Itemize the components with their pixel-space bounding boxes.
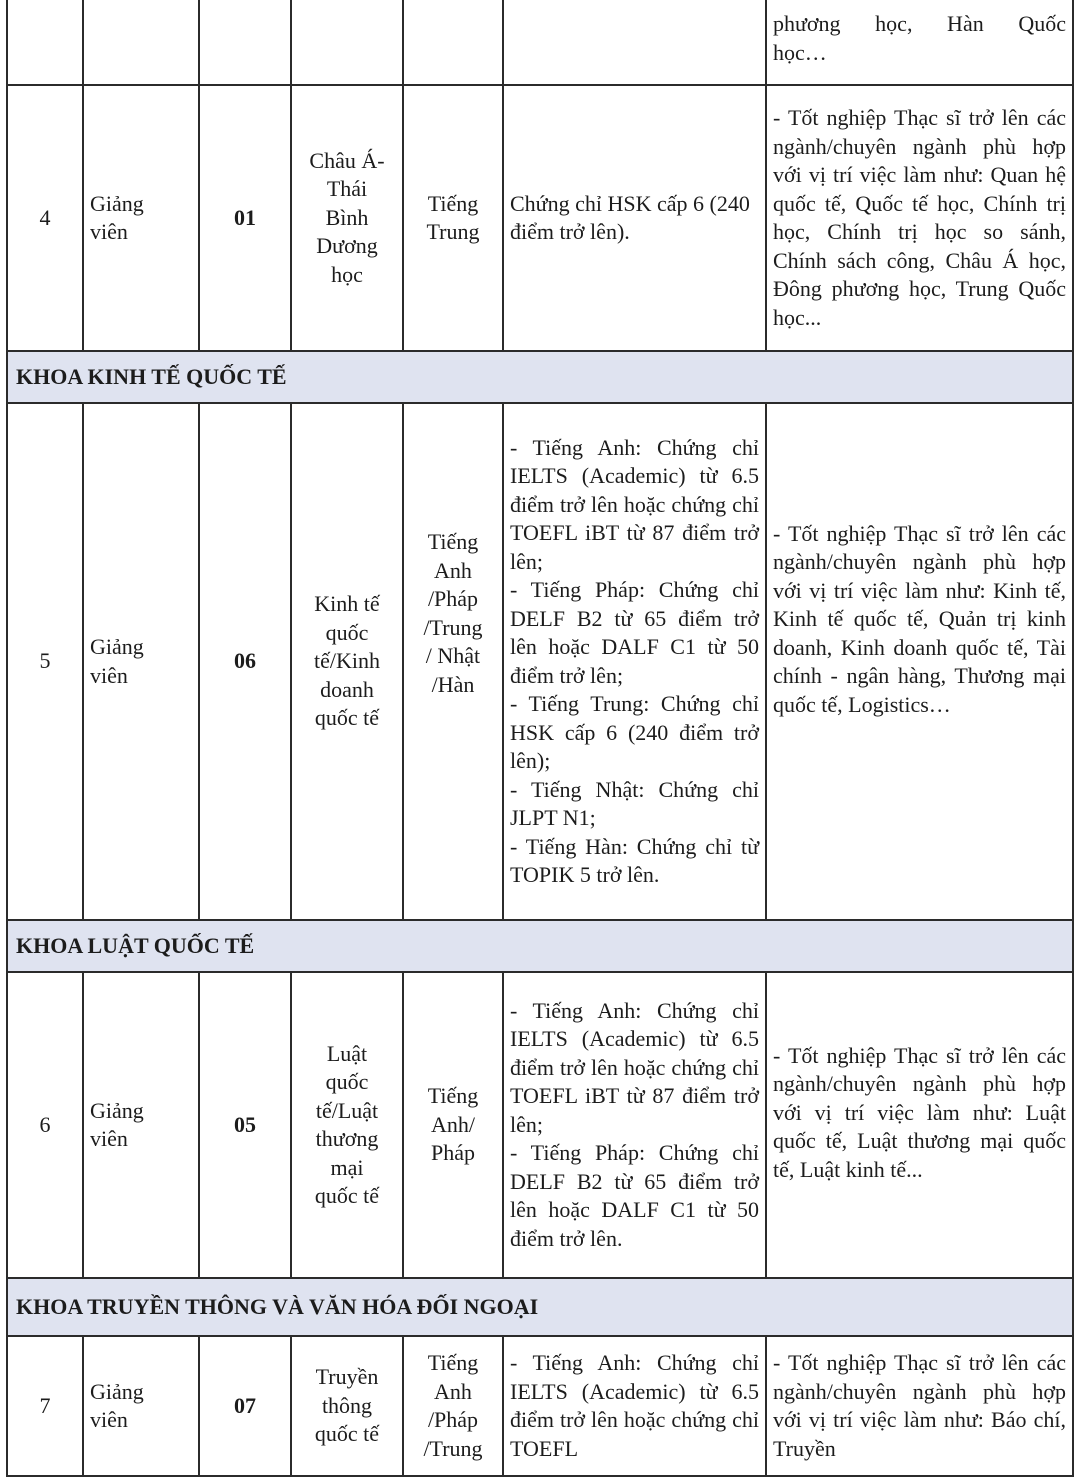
position-cell: Giảng viên — [83, 1336, 199, 1476]
section-header — [7, 351, 1073, 403]
certificate-cell: - Tiếng Anh: Chứng chỉ IELTS (Academic) từ 6.5 điểm trở lên hoặc chứng chỉ TOEFL iBT từ 87 điểm trở lên; - Tiếng Pháp: Chứng chỉ DELF B2 từ 65 điểm trở lên hoặc DALF C1 từ 50 điểm trở lên; - Tiếng Trung: Chứng chỉ HSK cấp 6 (240 điểm trở lên); - Tiếng Nhật: Chứng chỉ JLPT N1; - Tiếng Hàn: Chứng chỉ từ TOPIK 5 trở lên. — [503, 403, 766, 920]
table-row — [7, 972, 1073, 1278]
section-header — [7, 1278, 1073, 1336]
language-cell: Tiếng Anh /Pháp /Trung — [403, 1336, 503, 1476]
language-cell: Tiếng Trung — [403, 85, 503, 351]
quantity-cell: 06 — [199, 403, 291, 920]
requirements-cell: - Tốt nghiệp Thạc sĩ trở lên các ngành/chuyên ngành phù hợp với vị trí việc làm như: Luật quốc tế, Luật thương mại quốc tế, Luật kinh tế... — [766, 972, 1073, 1278]
quantity-cell: 07 — [199, 1336, 291, 1476]
requirements-cell: - Tốt nghiệp Thạc sĩ trở lên các ngành/chuyên ngành phù hợp với vị trí việc làm như: Kinh tế, Kinh tế quốc tế, Quản trị kinh doanh, Kinh doanh quốc tế, Tài chính - ngân hàng, Thương mại quốc tế, Logistics… — [766, 403, 1073, 920]
requirements-cell: - Tốt nghiệp Thạc sĩ trở lên các ngành/chuyên ngành phù hợp với vị trí việc làm như: Quan hệ quốc tế, Quốc tế học, Chính trị học, Chính trị học so sánh, Chính sách công, Châu Á học, Đông phương học, Trung Quốc học... — [766, 85, 1073, 351]
table-row — [7, 1336, 1073, 1476]
position-cell: Giảng viên — [83, 972, 199, 1278]
section-title: KHOA TRUYỀN THÔNG VÀ VĂN HÓA ĐỐI NGOẠI — [7, 1278, 1073, 1336]
field-cell: Truyền thông quốc tế — [291, 1336, 403, 1476]
section-title: KHOA LUẬT QUỐC TẾ — [7, 920, 1073, 972]
section-title: KHOA KINH TẾ QUỐC TẾ — [7, 351, 1073, 403]
row-number: 7 — [7, 1336, 83, 1476]
certificate-cell: Chứng chỉ HSK cấp 6 (240 điểm trở lên). — [503, 85, 766, 351]
certificate-cell: - Tiếng Anh: Chứng chỉ IELTS (Academic) từ 6.5 điểm trở lên hoặc chứng chỉ TOEFL — [503, 1336, 766, 1476]
table-row — [7, 403, 1073, 920]
certificate-cell: - Tiếng Anh: Chứng chỉ IELTS (Academic) từ 6.5 điểm trở lên hoặc chứng chỉ TOEFL iBT từ 87 điểm trở lên; - Tiếng Pháp: Chứng chỉ DELF B2 từ 65 điểm trở lên hoặc DALF C1 từ 50 điểm trở lên. — [503, 972, 766, 1278]
section-header — [7, 920, 1073, 972]
quantity-cell: 05 — [199, 972, 291, 1278]
field-cell: Kinh tế quốc tế/Kinh doanh quốc tế — [291, 403, 403, 920]
row-number: 5 — [7, 403, 83, 920]
language-cell: Tiếng Anh/ Pháp — [403, 972, 503, 1278]
requirements-cell: phương học, Hàn Quốc học… — [766, 0, 1073, 85]
field-cell: Châu Á- Thái Bình Dương học — [291, 85, 403, 351]
quantity-cell: 01 — [199, 85, 291, 351]
table-row — [7, 85, 1073, 351]
position-cell: Giảng viên — [83, 85, 199, 351]
table-row-partial — [7, 0, 1073, 85]
row-number: 6 — [7, 972, 83, 1278]
requirements-cell: - Tốt nghiệp Thạc sĩ trở lên các ngành/chuyên ngành phù hợp với vị trí việc làm như: Báo chí, Truyền — [766, 1336, 1073, 1476]
language-cell: Tiếng Anh /Pháp /Trung / Nhật /Hàn — [403, 403, 503, 920]
row-number: 4 — [7, 85, 83, 351]
position-cell: Giảng viên — [83, 403, 199, 920]
recruitment-table — [6, 0, 1074, 1477]
field-cell: Luật quốc tế/Luật thương mại quốc tế — [291, 972, 403, 1278]
